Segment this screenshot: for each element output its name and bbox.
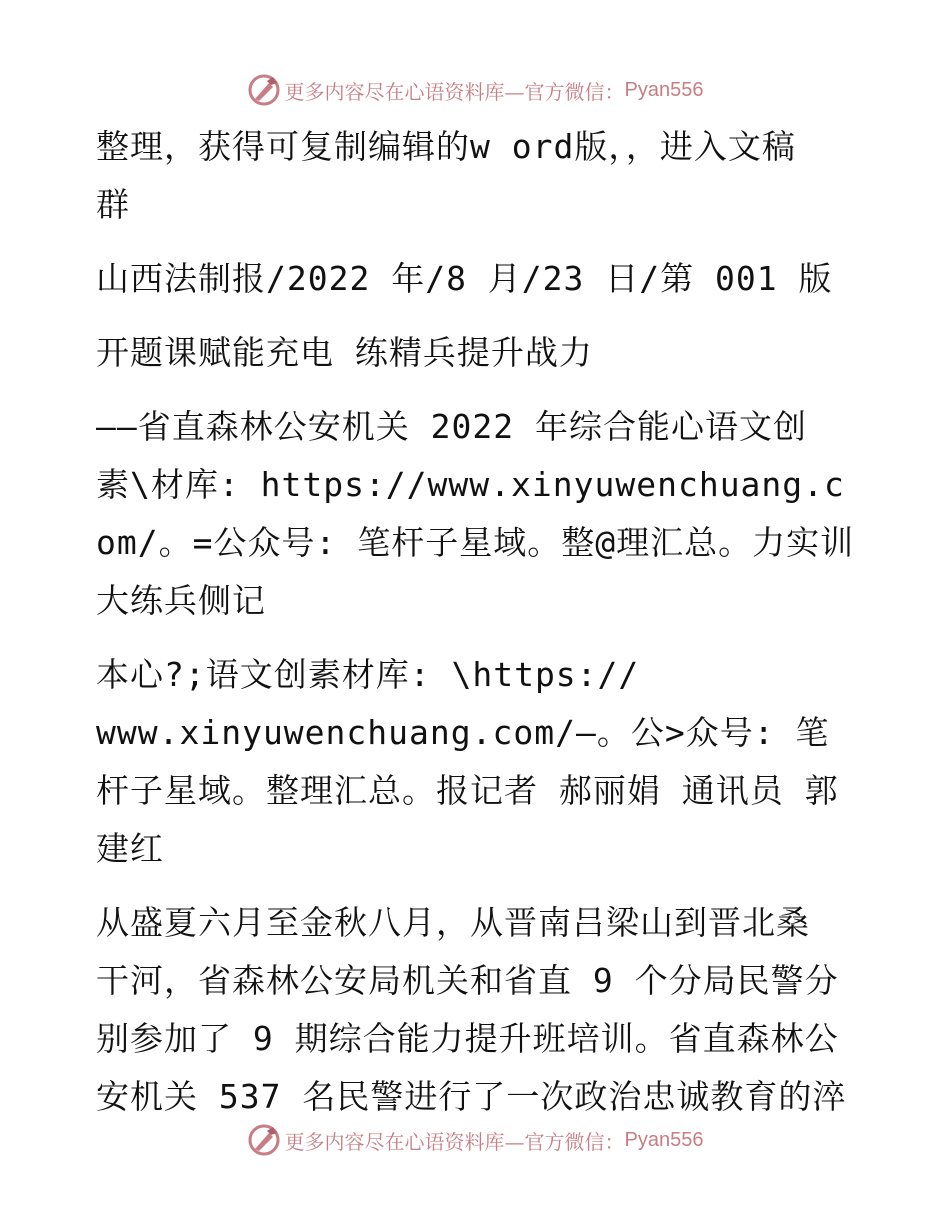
watermark-wechat-id: Pyan556 [624, 1128, 704, 1151]
paragraph-1 [96, 118, 856, 234]
article-title-text: 开题课赋能充电 练精兵提升战力 [96, 333, 593, 372]
footer-watermark [0, 1120, 950, 1160]
pen-logo-icon [247, 1123, 281, 1157]
watermark-text: 更多内容尽在心语资料库—官方微信： [284, 1129, 625, 1154]
body-paragraph [96, 894, 856, 1126]
paragraph-1-first-line: 整理，获得可复制编辑的w ord版，，进入文稿 [96, 127, 796, 166]
byline-rest: www.xinyuwenchuang.com/—。公>众号: 笔杆子星域。整理汇总。报记者 郝丽娟 通讯员 郭建红 [96, 713, 839, 868]
source-line [96, 250, 856, 308]
body-paragraph-first: 从盛夏六月至金秋八月，从晋南吕梁山到晋北桑 [96, 903, 810, 942]
paragraph-1-rest: 群 [96, 185, 130, 224]
article-subtitle [96, 398, 856, 630]
article-title [96, 324, 856, 382]
byline [96, 646, 856, 878]
pen-logo-icon [247, 73, 281, 107]
source-text: 山西法制报/2022 年/8 月/23 日/第 001 版 [96, 259, 833, 298]
byline-first: 本心?;语文创素材库: \https:// [96, 655, 640, 694]
article-subtitle-first: ——省直森林公安机关 2022 年综合能心语文创 [96, 407, 807, 446]
watermark-wechat-id: Pyan556 [624, 78, 704, 101]
document-body [96, 118, 856, 1142]
body-paragraph-rest: 干河，省森林公安局机关和省直 9 个分局民警分别参加了 9 期综合能力提升班培训。省直森林公安机关 537 名民警进行了一次政治忠诚教育的淬 [96, 961, 847, 1116]
header-watermark [0, 70, 950, 110]
watermark-text: 更多内容尽在心语资料库—官方微信： [284, 79, 625, 104]
article-subtitle-rest: 素\材库: https://www.xinyuwenchuang.com/。=公众号: 笔杆子星域。整@理汇总。力实训大练兵侧记 [96, 465, 855, 620]
